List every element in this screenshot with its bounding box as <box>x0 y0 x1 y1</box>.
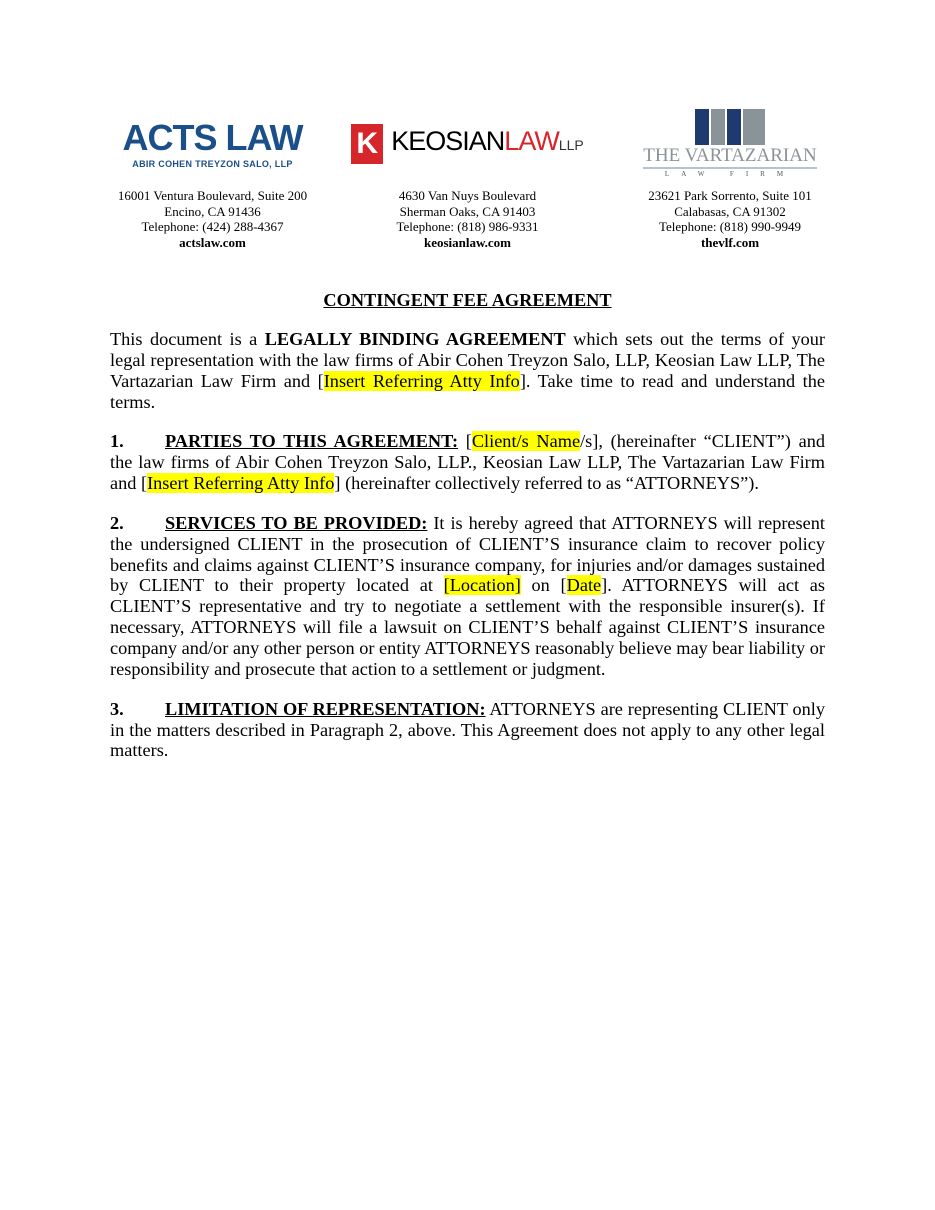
firm-website: keosianlaw.com <box>423 234 512 250</box>
firm-vartazarian <box>625 100 835 250</box>
firm-phone: Telephone: (818) 986-9331 <box>396 219 539 234</box>
vlf-monogram-icon <box>643 109 816 145</box>
placeholder-date[interactable]: Date <box>566 575 602 596</box>
firm-website: thevlf.com <box>700 234 760 250</box>
vartazarian-logo: THE VARTAZARIAN LAW FIRM <box>625 100 835 188</box>
keosian-law-logo: K KEOSIANLAWLLP <box>340 100 595 188</box>
firm-website: actslaw.com <box>179 234 246 250</box>
firm-acts <box>105 100 320 250</box>
acts-law-logo: ACTS LAW ABIR COHEN TREYZON SALO, LLP <box>122 117 303 169</box>
firm-phone: Telephone: (818) 990-9949 <box>658 219 802 234</box>
section-2: 2. SERVICES TO BE PROVIDED: It is hereby agreed that ATTORNEYS will represent the undersigned CLIENT in the prosecution of CLIENT’S insurance claim to recover policy benefits and claims against CLIENT’S insurance company, for injuries and/or damages sustained by CLIENT to their property located at [Location] on [Date]. ATTORNEYS will act as CLIENT’S representative and try to negotiate a settlement with the responsible insurer(s). If necessary, ATTORNEYS will file a lawsuit on CLIENT’S behalf against CLIENT’S insurance company and/or any other person or entity ATTORNEYS reasonably believe may bear liability or responsibility and prosecute that action to a settlement or judgment. <box>110 512 825 680</box>
section-1: 1. PARTIES TO THIS AGREEMENT: [Client/s Name/s], (hereinafter “CLIENT”) and the law firms of Abir Cohen Treyzon Salo, LLP., Keosian Law LLP, The Vartazarian Law Firm and [Insert Referring Atty Info] (hereinafter collectively referred to as “ATTORNEYS”). <box>110 431 825 494</box>
placeholder-referring-atty[interactable]: Insert Referring Atty Info <box>323 370 520 391</box>
firm-address1: 4630 Van Nuys Boulevard <box>398 188 537 203</box>
intro-paragraph: This document is a LEGALLY BINDING AGREEMENT which sets out the terms of your legal representation with the law firms of Abir Cohen Treyzon Salo, LLP, Keosian Law LLP, The Vartazarian Law Firm and [Insert Referring Atty Info]. Take time to read and understand the terms. <box>110 329 825 412</box>
placeholder-client-name[interactable]: Client/s Name <box>471 431 581 452</box>
section-3: 3. LIMITATION OF REPRESENTATION: ATTORNEYS are representing CLIENT only in the matters described in Paragraph 2, above. This Agreement does not apply to any other legal matters. <box>110 698 825 761</box>
firm-address1: 16001 Ventura Boulevard, Suite 200 <box>117 188 308 203</box>
firm-address2: Encino, CA 91436 <box>164 203 261 219</box>
placeholder-location[interactable]: [Location] <box>443 575 521 596</box>
firm-address1: 23621 Park Sorrento, Suite 101 <box>648 188 812 203</box>
k-mark-icon: K <box>351 124 383 164</box>
placeholder-referring-atty[interactable]: Insert Referring Atty Info <box>147 473 335 494</box>
firm-phone: Telephone: (424) 288-4367 <box>141 219 284 234</box>
document-title: CONTINGENT FEE AGREEMENT <box>323 290 612 310</box>
firm-address2: Sherman Oaks, CA 91403 <box>399 203 536 219</box>
firm-address2: Calabasas, CA 91302 <box>674 203 786 219</box>
document-body <box>110 329 825 780</box>
firm-keosian <box>340 100 595 250</box>
